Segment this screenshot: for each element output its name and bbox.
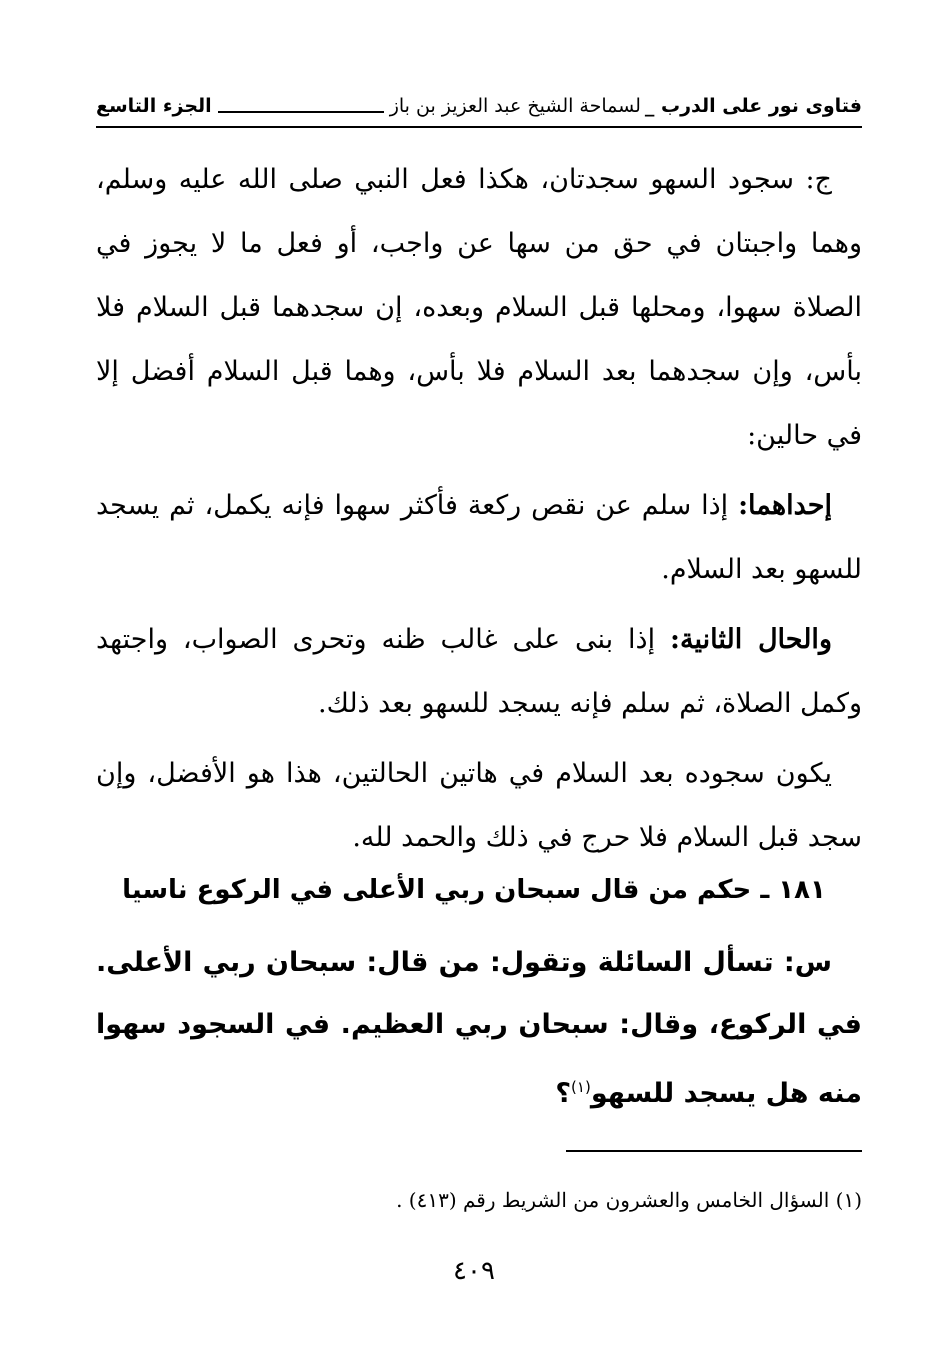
- answer-text-4: يكون سجوده بعد السلام في هاتين الحالتين، هذا هو الأفضل، وإن سجد قبل السلام فلا حرج في ذلك والحمد لله.: [96, 758, 862, 853]
- header-divider-line: [218, 99, 384, 113]
- case-1-label: إحداهما:: [738, 490, 832, 521]
- header-author: لسماحة الشيخ عبد العزيز بن باز: [389, 95, 641, 117]
- case-2-label: والحال الثانية:: [670, 624, 832, 655]
- answer-paragraph-4: [96, 742, 862, 870]
- question-text: س: تسأل السائلة وتقول: من قال: سبحان ربي الأعلى. في الركوع، وقال: سبحان ربي العظيم. في السجود سهوا منه هل يسجد للسهو: [96, 947, 862, 1109]
- case-1-text: إذا سلم عن نقص ركعة فأكثر سهوا فإنه يكمل، ثم يسجد للسهو بعد السلام.: [96, 490, 862, 585]
- header-book-title: فتاوى نور على الدرب _: [644, 95, 862, 117]
- question-paragraph: [96, 932, 862, 1125]
- section-title: ١٨١ ـ حكم من قال سبحان ربي الأعلى في الركوع ناسيا: [122, 875, 826, 905]
- answer-body: [96, 148, 862, 876]
- footnote-divider: [566, 1150, 862, 1152]
- answer-prefix: ج:: [805, 164, 832, 195]
- case-2-text: إذا بنى على غالب ظنه وتحرى الصواب، واجتهد وكمل الصلاة، ثم سلم فإنه يسجد للسهو بعد ذلك.: [96, 624, 862, 719]
- footnote-reference[interactable]: (١): [571, 1078, 591, 1096]
- running-header: [96, 88, 862, 128]
- header-part-label: الجزء التاسع: [96, 95, 212, 117]
- answer-paragraph-case-1: [96, 474, 862, 602]
- question-end-mark: ؟: [555, 1078, 572, 1109]
- answer-paragraph-case-2: [96, 608, 862, 736]
- page-number: ٤٠٩: [453, 1256, 495, 1286]
- answer-text-1: سجود السهو سجدتان، هكذا فعل النبي صلى الله عليه وسلم، وهما واجبتان في حق من سها عن واجب، أو فعل ما لا يجوز في الصلاة سهوا، ومحلها قبل السلام وبعده، إن سجدهما قبل السلام فلا بأس، وإن سجدهما بعد السلام فلا بأس، وهما قبل السلام أفضل إلا في حالين:: [96, 164, 862, 451]
- answer-paragraph-1: [96, 148, 862, 468]
- footnote: (١) السؤال الخامس والعشرون من الشريط رقم (٤١٣) .: [396, 1188, 862, 1212]
